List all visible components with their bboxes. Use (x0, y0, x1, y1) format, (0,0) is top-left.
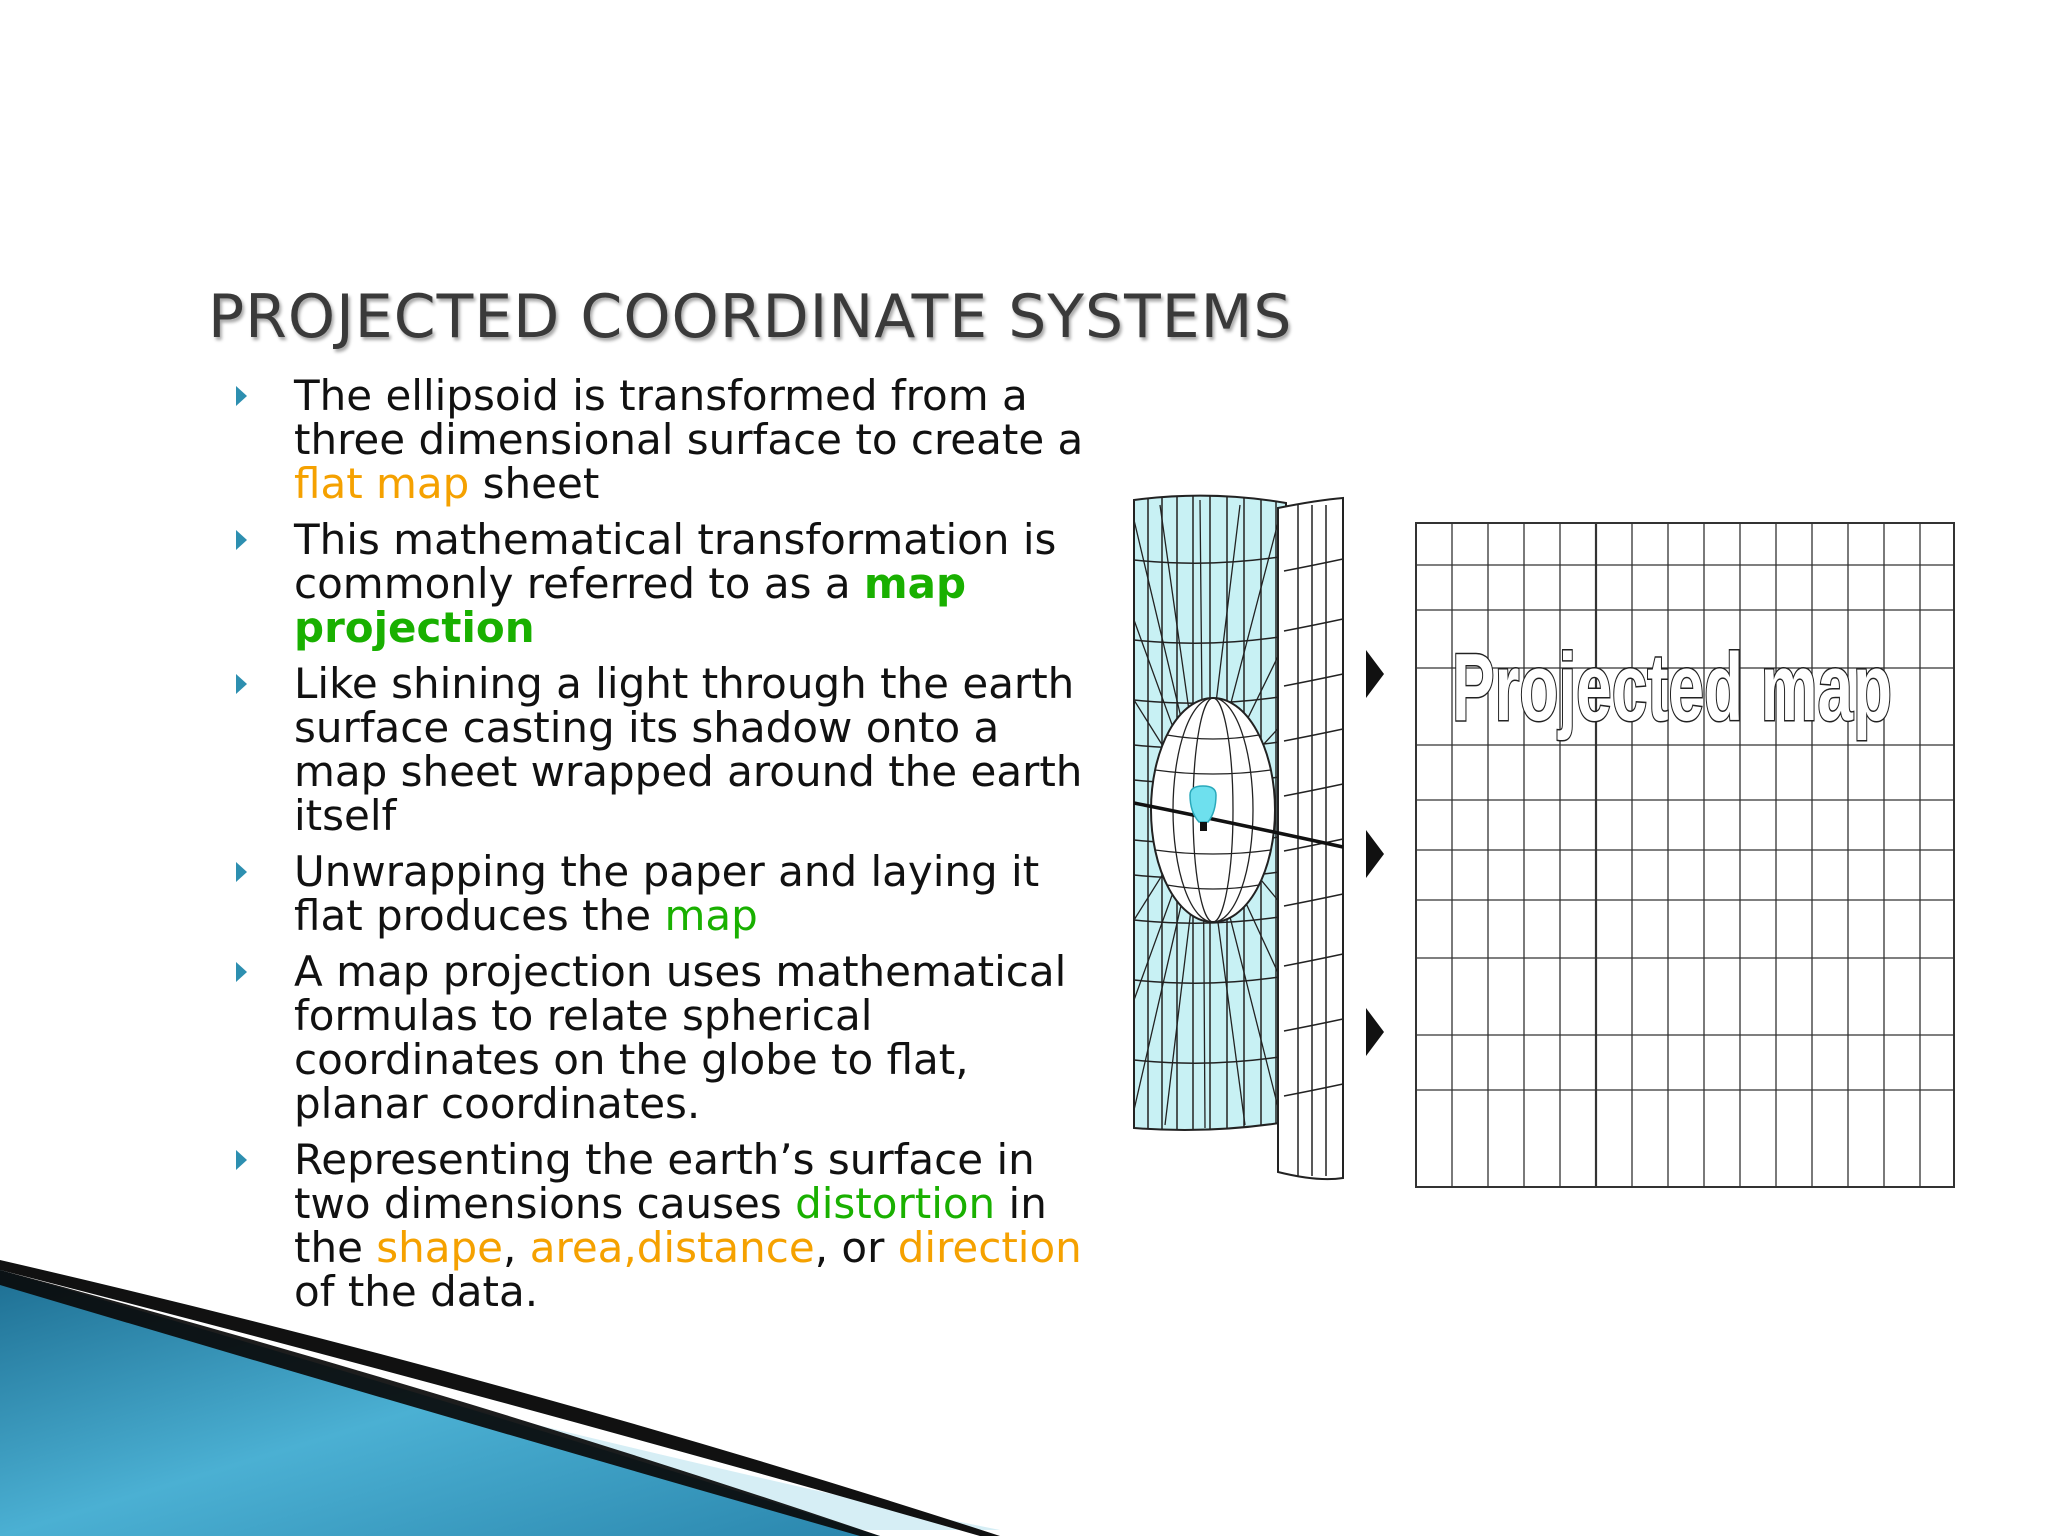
bullet-text: The ellipsoid is transformed from a three dimensional surface to create a (294, 371, 1084, 464)
bullet-text: A map projection uses mathematical formulas to relate spherical coordinates on the globe to flat, planar coordinates. (294, 947, 1067, 1128)
highlighted-term: flat map (294, 459, 470, 508)
bullet-text: in the (294, 1179, 1047, 1272)
highlighted-term: map (664, 891, 758, 940)
bullet-text: of the data. (294, 1267, 539, 1316)
decorative-swoosh (0, 1240, 1000, 1536)
highlighted-term: direction (897, 1223, 1082, 1272)
highlighted-term: distortion (795, 1179, 996, 1228)
slide-title: PROJECTED COORDINATE SYSTEMS (208, 282, 1293, 352)
highlighted-term: map projection (294, 559, 967, 652)
arrow-right-icon (1366, 1008, 1384, 1056)
highlighted-term: shape (376, 1223, 504, 1272)
bullet-text: sheet (469, 459, 600, 508)
bullet-text: , (503, 1223, 530, 1272)
arrow-right-icon (1366, 830, 1384, 878)
projected-map-label: Projected map (1452, 634, 1892, 741)
bullet-text: This mathematical transformation is commonly referred to as a (294, 515, 1057, 608)
bullet-text: , or (814, 1223, 898, 1272)
projected-map-grid (1416, 523, 1954, 1187)
bullet-text: Like shining a light through the earth surface casting its shadow onto a map sheet wrapped around the earth itself (294, 659, 1083, 840)
bullet-text: Unwrapping the paper and laying it flat produces the (294, 847, 1040, 940)
bullet-text: Representing the earth’s surface in two dimensions causes (294, 1135, 1035, 1228)
arrow-right-icon (1366, 650, 1384, 698)
highlighted-term: area,distance (529, 1223, 815, 1272)
